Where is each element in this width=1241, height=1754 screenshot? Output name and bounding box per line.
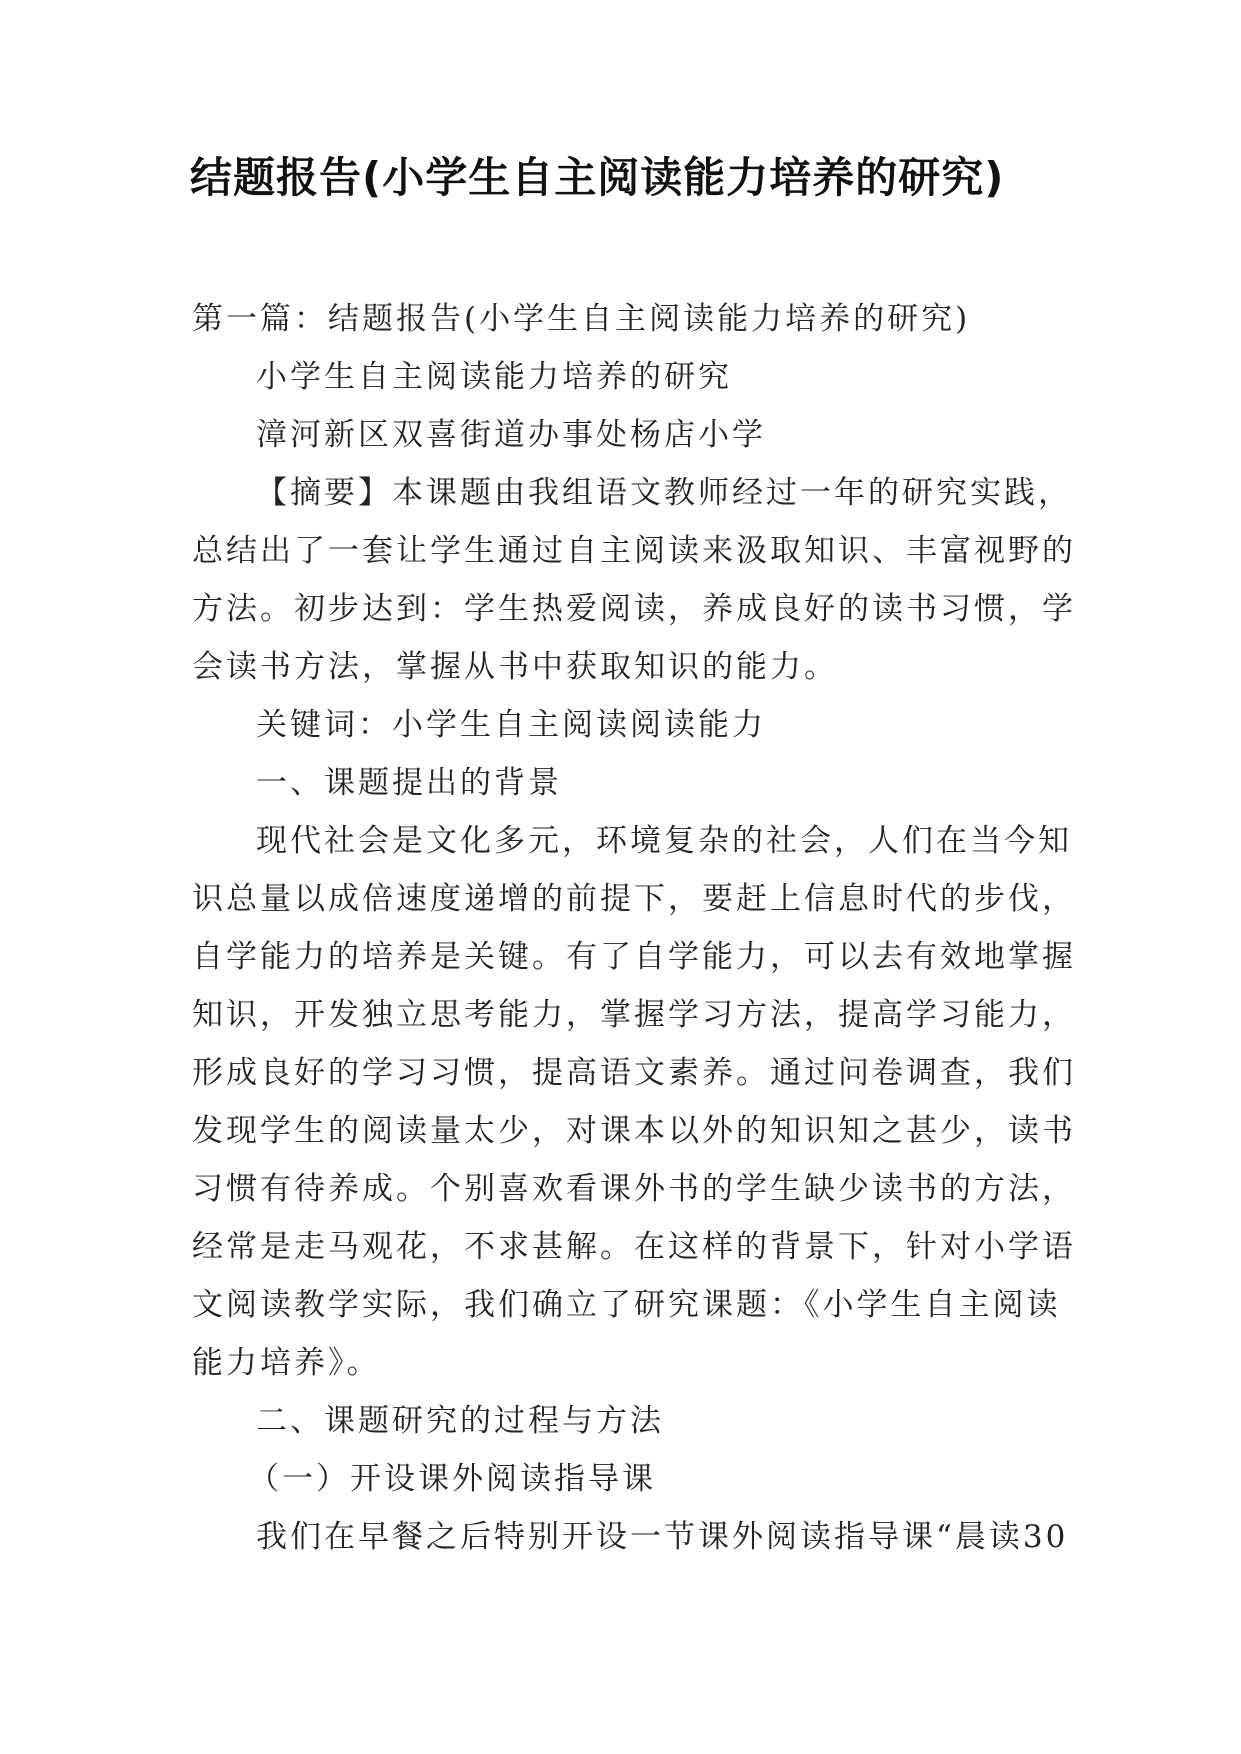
paper-title: 小学生自主阅读能力培养的研究: [256, 359, 732, 395]
paragraph-line: 习惯有待养成。个别喜欢看课外书的学生缺少读书的方法，: [192, 1171, 1076, 1207]
paragraph-line: 识总量以成倍速度递增的前提下，要赶上信息时代的步伐，: [192, 881, 1076, 917]
subheading-background: 一、课题提出的背景: [256, 765, 562, 801]
paragraph-line: 经常是走马观花，不求甚解。在这样的背景下，针对小学语: [192, 1229, 1076, 1265]
paragraph-line: 文阅读教学实际，我们确立了研究课题：《小学生自主阅读: [192, 1287, 1061, 1323]
section-heading: 第一篇：结题报告(小学生自主阅读能力培养的研究): [192, 301, 971, 337]
paragraph-line: 我们在早餐之后特别开设一节课外阅读指导课“晨读30: [256, 1519, 1069, 1555]
paragraph-line: 形成良好的学习习惯，提高语文素养。通过问卷调查，我们: [192, 1055, 1076, 1091]
author-affiliation: 漳河新区双喜街道办事处杨店小学: [256, 417, 766, 453]
abstract-line: 总结出了一套让学生通过自主阅读来汲取知识、丰富视野的: [192, 533, 1076, 569]
subheading-process: 二、课题研究的过程与方法: [256, 1403, 664, 1439]
paragraph-line: 现代社会是文化多元，环境复杂的社会，人们在当今知: [256, 823, 1072, 859]
paragraph-line: 能力培养》。: [192, 1345, 381, 1381]
paragraph-line: 知识，开发独立思考能力，掌握学习方法，提高学习能力，: [192, 997, 1076, 1033]
subheading-reading-class: （一）开设课外阅读指导课: [248, 1461, 656, 1497]
paragraph-line: 自学能力的培养是关键。有了自学能力，可以去有效地掌握: [192, 939, 1076, 975]
document-body: [192, 290, 1076, 1566]
document-title: 结题报告(小学生自主阅读能力培养的研究): [190, 153, 1005, 202]
keywords-line: 关键词：小学生自主阅读阅读能力: [256, 707, 766, 743]
paragraph-line: 发现学生的阅读量太少，对课本以外的知识知之甚少，读书: [192, 1113, 1076, 1149]
abstract-line: 【摘要】本课题由我组语文教师经过一年的研究实践，: [256, 475, 1072, 511]
abstract-line: 方法。初步达到：学生热爱阅读，养成良好的读书习惯，学: [192, 591, 1076, 627]
abstract-line: 会读书方法，掌握从书中获取知识的能力。: [192, 649, 838, 685]
